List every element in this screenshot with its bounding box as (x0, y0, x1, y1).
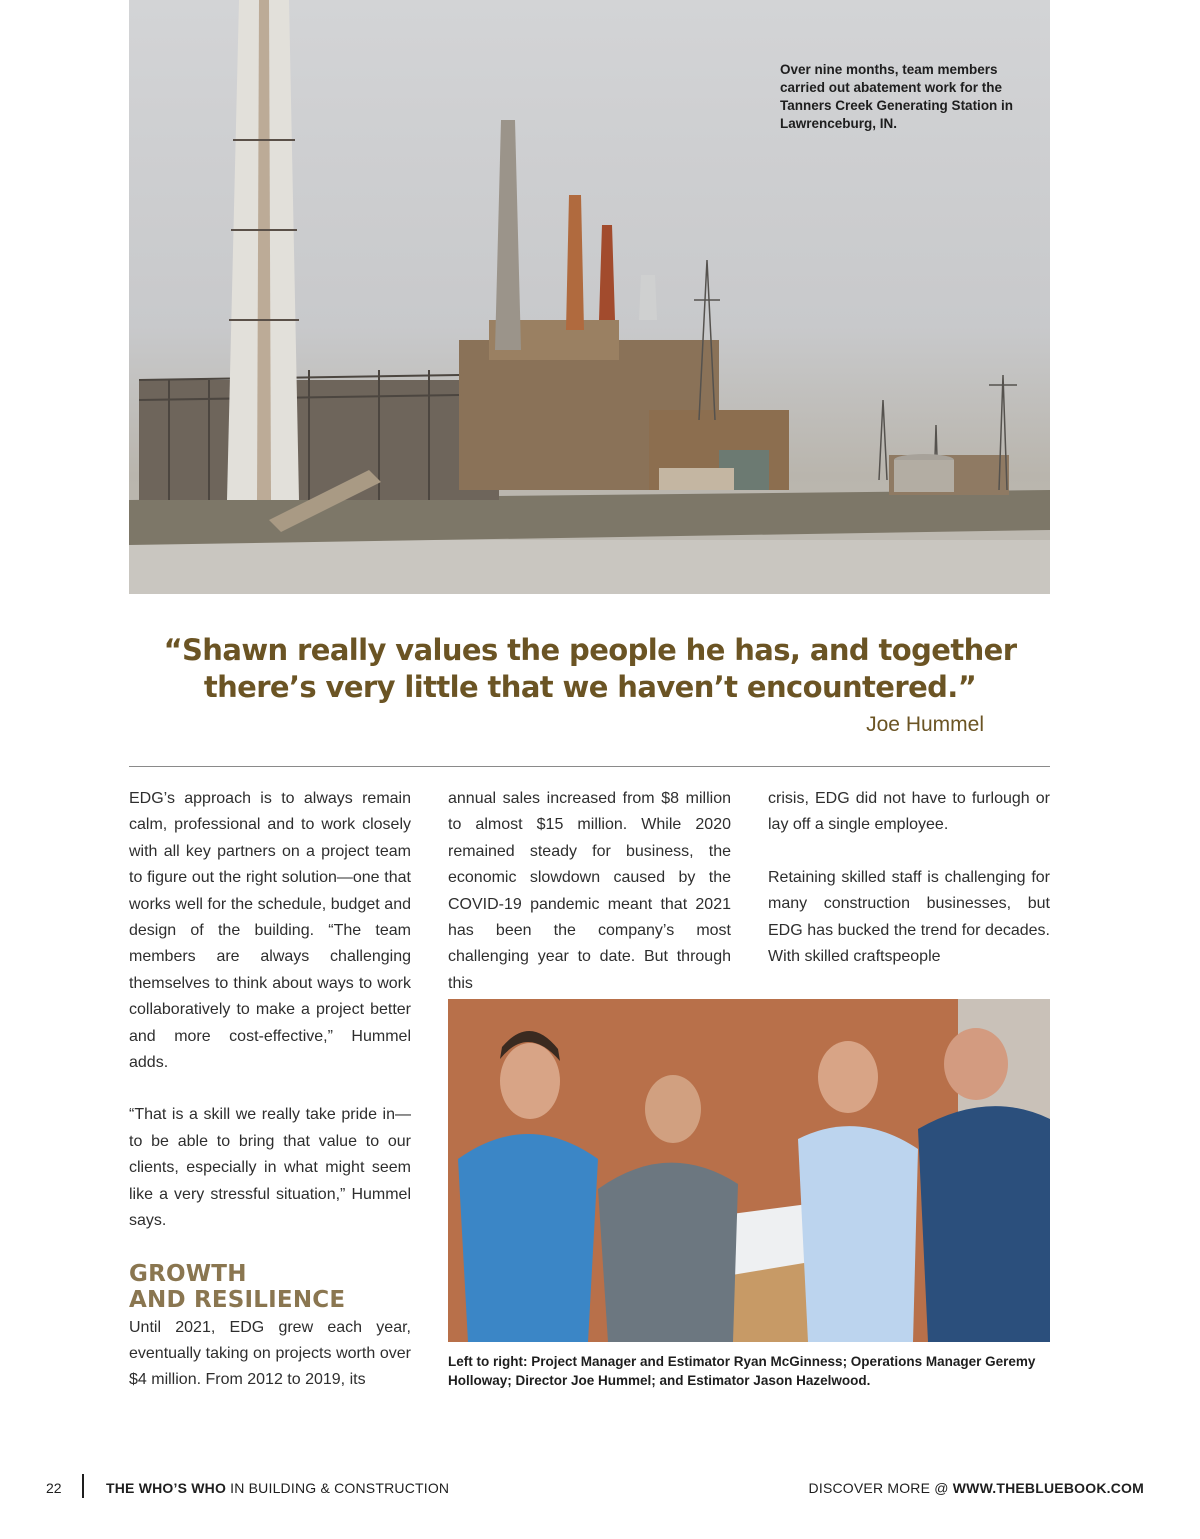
page-number: 22 (46, 1480, 62, 1496)
section-heading-line-1: GROWTH (129, 1260, 247, 1287)
paragraph: annual sales increased from $8 million to almost $15 million. While 2020 remained steady for business, the economic slowdown caused by the COVID-19 pandemic meant that 2021 has been the company’s most challenging year to date. But through this (448, 790, 731, 992)
divider (129, 766, 1050, 767)
discover-more-link[interactable] (809, 1480, 1144, 1496)
section-heading-line-2: AND RESILIENCE (129, 1286, 346, 1313)
paragraph: “That is a skill we really take pride in—to be able to bring that value to our clients, especially in what might seem like a very stressful situation,” Hummel says. (129, 1106, 411, 1230)
article-column-1 (129, 786, 411, 1420)
photo-caption: Over nine months, team members carried out abatement work for the Tanners Creek Generating Station in Lawrenceburg, IN. (780, 62, 1014, 131)
publication-title (106, 1480, 449, 1496)
article-column-3 (768, 786, 1050, 996)
article-column-2 (448, 786, 731, 1023)
paragraph: Retaining skilled staff is challenging for many construction businesses, but EDG has bucked the trend for decades. With skilled craftspeople (768, 868, 1050, 966)
website-url[interactable]: WWW.THEBLUEBOOK.COM (952, 1480, 1144, 1496)
pull-quote-line-1: “Shawn really values the people he has, and together (163, 633, 1017, 667)
publication-title-rest: IN BUILDING & CONSTRUCTION (226, 1480, 450, 1496)
footer-divider (82, 1474, 84, 1498)
team-photo (448, 999, 1050, 1342)
photo-caption: Left to right: Project Manager and Estimator Ryan McGinness; Operations Manager Geremy Holloway; Director Joe Hummel; and Estimator Jason Hazelwood. (448, 1354, 1036, 1388)
pull-quote-line-2: there’s very little that we haven’t encountered.” (203, 670, 977, 704)
discover-prefix: DISCOVER MORE @ (808, 1480, 953, 1496)
paragraph: EDG’s approach is to always remain calm, professional and to work closely with all key partners on a project team to figure out the right solution—one that works well for the schedule, budget and design of the building. “The team members are always challenging themselves to think about ways to work collaboratively to make a project better and more cost-effective,” Hummel adds. (129, 790, 411, 1072)
quote-author: Joe Hummel (866, 713, 984, 736)
team-illustration (448, 999, 1050, 1342)
power-station-photo (129, 0, 1050, 594)
paragraph: crisis, EDG did not have to furlough or lay off a single employee. (768, 790, 1050, 834)
paragraph: Until 2021, EDG grew each year, eventually taking on projects worth over $4 million. From 2012 to 2019, its (129, 1318, 411, 1389)
publication-title-bold: THE WHO’S WHO (106, 1480, 227, 1496)
page-footer (0, 1470, 1200, 1506)
pull-quote (150, 632, 1030, 706)
section-heading (129, 1261, 411, 1313)
